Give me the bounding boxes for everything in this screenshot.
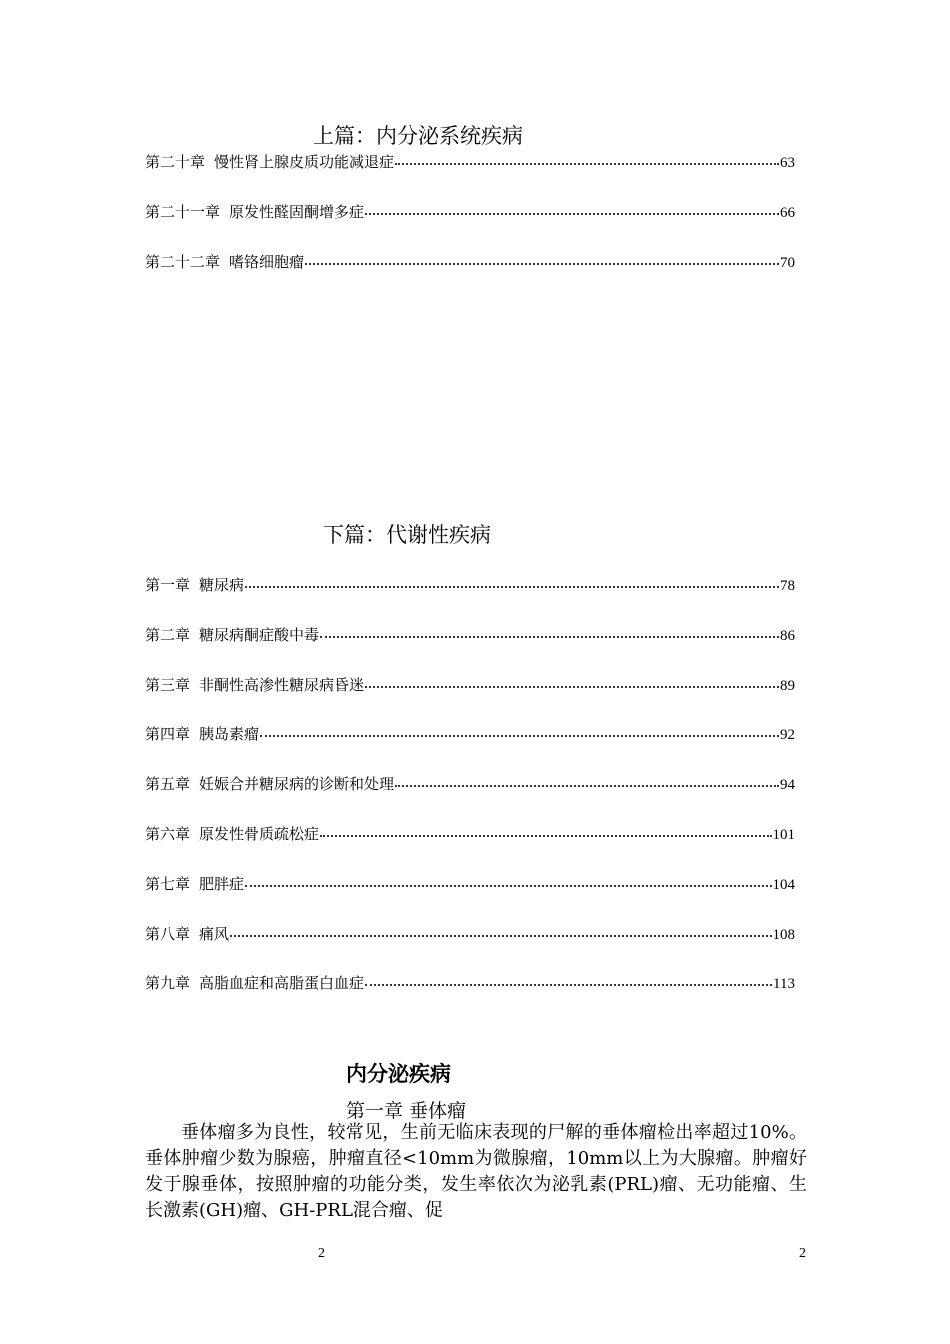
toc-entry[interactable] (145, 575, 795, 595)
toc-chapter-title: 痛风 (199, 925, 230, 943)
toc-entry[interactable] (145, 924, 795, 944)
toc-entry[interactable] (145, 625, 795, 645)
toc-entry[interactable] (145, 675, 795, 695)
toc-entry[interactable] (145, 774, 795, 794)
toc-entry[interactable] (145, 824, 795, 844)
chapter-title: 第一章 垂体瘤 (346, 1100, 467, 1122)
toc-chapter-title: 糖尿病酮症酸中毒 (199, 626, 320, 644)
toc-chapter-title: 非酮性高渗性糖尿病昏迷 (199, 676, 365, 694)
toc-page-number: 94 (780, 777, 795, 793)
toc-page-number: 89 (780, 678, 795, 694)
toc-entry[interactable] (145, 874, 795, 894)
toc-page-number: 66 (780, 205, 795, 221)
toc-leader-dots (365, 213, 779, 215)
toc-chapter-title: 糖尿病 (199, 576, 245, 594)
toc-chapter-number: 第二十章 (145, 153, 206, 171)
toc-chapter-number: 第七章 (145, 875, 191, 893)
toc-chapter-number: 第二章 (145, 626, 191, 644)
section-title: 内分泌疾病 (346, 1062, 451, 1086)
toc-chapter-number: 第五章 (145, 775, 191, 793)
toc-entry[interactable] (145, 152, 795, 172)
toc-page-number: 63 (780, 155, 795, 171)
toc-chapter-title: 原发性骨质疏松症 (199, 825, 320, 843)
toc-page-number: 86 (780, 628, 795, 644)
toc-chapter-number: 第三章 (145, 676, 191, 694)
toc-page-number: 70 (780, 255, 795, 271)
toc-page-number: 113 (773, 976, 795, 992)
toc-chapter-title: 胰岛素瘤 (199, 725, 260, 743)
toc-leader-dots (395, 785, 779, 787)
toc-chapter-number: 第四章 (145, 725, 191, 743)
toc-page-number: 92 (780, 727, 795, 743)
toc-chapter-number: 第六章 (145, 825, 191, 843)
toc-chapter-title: 肥胖症 (199, 875, 245, 893)
toc-leader-dots (245, 586, 779, 588)
toc-chapter-title: 慢性肾上腺皮质功能减退症 (214, 153, 395, 171)
toc-entry[interactable] (145, 252, 795, 272)
toc-chapter-title: 高脂血症和高脂蛋白血症 (199, 974, 365, 992)
toc-leader-dots (320, 835, 771, 837)
toc-leader-dots (395, 163, 779, 165)
toc-chapter-number: 第二十二章 (145, 253, 221, 271)
body-paragraph: 垂体瘤多为良性，较常见，生前无临床表现的尸解的垂体瘤检出率超过10%。垂体肿瘤少数为腺癌，肿瘤直径<10mm为微腺瘤，10mm以上为大腺瘤。肿瘤好发于腺垂体，按照肿瘤的功能分类，发生率依次为泌乳素(PRL)瘤、无功能瘤、生长激素(GH)瘤、GH-PRL混合瘤、促 (145, 1122, 807, 1221)
toc-chapter-number: 第一章 (145, 576, 191, 594)
page-number-left: 2 (318, 1246, 325, 1261)
toc-page-number: 108 (772, 927, 795, 943)
toc-page-number: 78 (780, 578, 795, 594)
toc-leader-dots (260, 735, 779, 737)
toc-entry[interactable] (145, 202, 795, 222)
toc-leader-dots (305, 263, 779, 265)
toc-chapter-title: 妊娠合并糖尿病的诊断和处理 (199, 775, 395, 793)
page-number-right: 2 (799, 1246, 806, 1261)
toc-page-number: 101 (772, 827, 795, 843)
toc-leader-dots (320, 636, 779, 638)
toc-leader-dots (245, 885, 771, 887)
toc-chapter-title: 嗜铬细胞瘤 (229, 253, 305, 271)
lower-part-heading: 下篇：代谢性疾病 (323, 523, 491, 547)
toc-leader-dots (365, 984, 772, 986)
toc-chapter-number: 第二十一章 (145, 203, 221, 221)
toc-entry[interactable] (145, 973, 795, 993)
toc-page-number: 104 (772, 877, 795, 893)
toc-chapter-number: 第九章 (145, 974, 191, 992)
upper-part-heading: 上篇：内分泌系统疾病 (313, 124, 523, 148)
toc-leader-dots (365, 686, 779, 688)
toc-leader-dots (230, 935, 771, 937)
toc-chapter-title: 原发性醛固酮增多症 (229, 203, 365, 221)
toc-entry[interactable] (145, 724, 795, 744)
toc-chapter-number: 第八章 (145, 925, 191, 943)
